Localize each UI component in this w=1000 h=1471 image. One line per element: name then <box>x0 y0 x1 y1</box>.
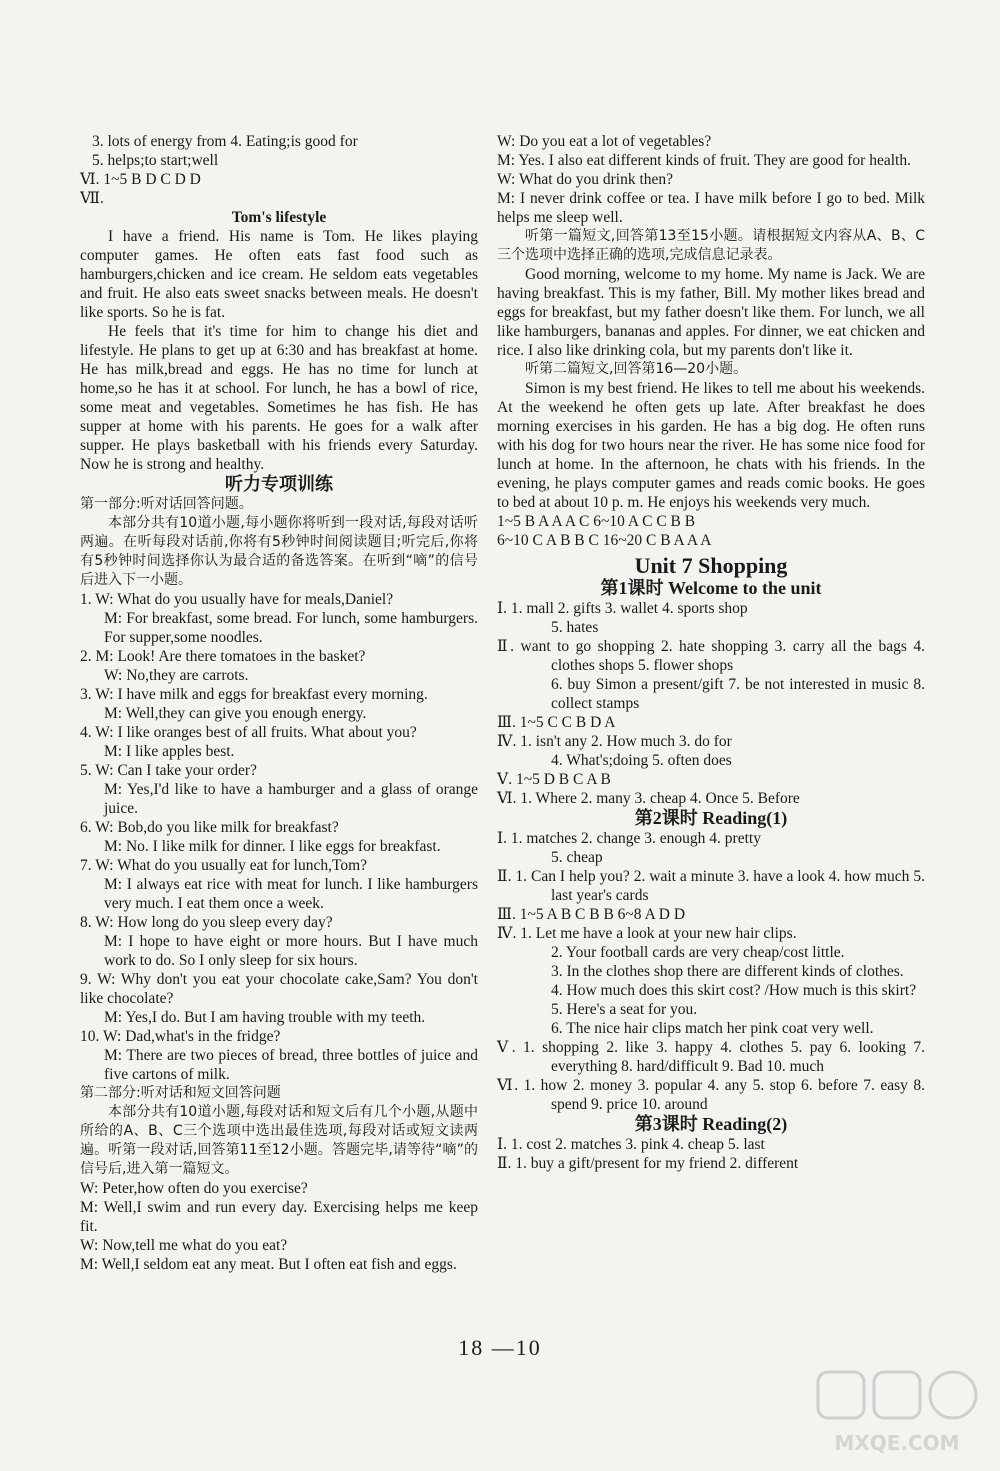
right-text-line: 5. Here's a seat for you. <box>551 1001 698 1018</box>
right-text-line: Ⅵ. 1. how 2. money 3. popular 4. any 5. stop 6. before 7. easy 8. spend 9. price 10. around <box>497 1077 925 1113</box>
right-text-line: 第2课时 Reading(1) <box>634 808 788 828</box>
right-text-line: Ⅵ. 1. Where 2. many 3. cheap 4. Once 5. Before <box>497 790 800 807</box>
right-text-line: Ⅱ. 1. buy a gift/present for my friend 2. different <box>497 1155 799 1172</box>
right-text-line: Simon is my best friend. He likes to tell me about his weekends. At the weekend he often gets up late. After breakfast he does morning exercises in his garden. He has a big dog. He often runs with his dog for two hours near the river. He has some nice food for lunch at home. In the afternoon, he chats with his friends. In the evening, he plays computer games and reads comic books. He goes to bed at about 10 p. m. He enjoys his weekends very much. <box>497 380 925 511</box>
left-text-line: 4. W: I like oranges best of all fruits. What about you? <box>80 724 417 741</box>
right-text-line: Ⅳ. 1. Let me have a look at your new hair clips. <box>497 925 797 942</box>
svg-text:MXQE.COM: MXQE.COM <box>834 1431 960 1455</box>
left-text-line: Ⅶ. <box>80 190 104 207</box>
left-text-line: 第一部分:听对话回答问题。 <box>80 496 253 512</box>
left-text-line: W: Now,tell me what do you eat? <box>80 1237 288 1254</box>
left-text-line: 3. W: I have milk and eggs for breakfast every morning. <box>80 686 428 703</box>
right-text-line: 3. In the clothes shop there are different kinds of clothes. <box>551 963 904 980</box>
right-text-line: 第3课时 Reading(2) <box>634 1114 788 1134</box>
right-text-line: 5. cheap <box>551 849 603 866</box>
right-text-line: 听第二篇短文,回答第16—20小题。 <box>525 361 748 377</box>
left-text-line: M: There are two pieces of bread, three bottles of juice and five cartons of milk. <box>104 1047 478 1083</box>
right-text-line: W: What do you drink then? <box>497 171 674 188</box>
left-text-line: W: No,they are carrots. <box>104 667 249 684</box>
left-column <box>80 132 478 1274</box>
left-text-line: M: Well,I seldom eat any meat. But I often eat fish and eggs. <box>80 1256 457 1273</box>
right-text-line: Ⅰ. 1. mall 2. gifts 3. wallet 4. sports shop <box>497 600 748 617</box>
right-column <box>497 132 925 1173</box>
left-text-line: M: No. I like milk for dinner. I like eggs for breakfast. <box>104 838 441 855</box>
left-text-line: 2. M: Look! Are there tomatoes in the basket? <box>80 648 366 665</box>
right-text-line: Ⅱ. want to go shopping 2. hate shopping 3. carry all the bags 4. clothes shops 5. flower shops <box>497 638 925 674</box>
right-text-line: Ⅳ. 1. isn't any 2. How much 3. do for <box>497 733 732 750</box>
right-text-line: 6. buy Simon a present/gift 7. be not interested in music 8. collect stamps <box>551 676 925 712</box>
right-text-line: Ⅲ. 1~5 A B C B B 6~8 A D D <box>497 906 686 923</box>
right-text-line: 听第一篇短文,回答第13至15小题。请根据短文内容从A、B、C三个选项中选择正确的选项,完成信息记录表。 <box>497 228 925 263</box>
right-text-line: Ⅴ. 1. shopping 2. like 3. happy 4. clothes 5. pay 6. looking 7. everything 8. hard/difficult 9. Bad 10. much <box>497 1039 925 1075</box>
right-text-line: Ⅲ. 1~5 C C B D A <box>497 714 616 731</box>
right-text-line: 第1课时 Welcome to the unit <box>600 578 822 598</box>
left-text-line: M: Yes,I do. But I am having trouble with my teeth. <box>104 1009 426 1026</box>
right-text-line: 4. How much does this skirt cost? /How much is this skirt? <box>551 982 917 999</box>
right-text-line: M: Yes. I also eat different kinds of fruit. They are good for health. <box>497 152 911 169</box>
left-text-line: Ⅵ. 1~5 B D C D D <box>80 171 201 188</box>
left-text-line: M: I hope to have eight or more hours. But I have much work to do. So I only sleep for six hours. <box>104 933 478 969</box>
right-text-line: Ⅰ. 1. cost 2. matches 3. pink 4. cheap 5. last <box>497 1136 765 1153</box>
left-text-line: 听力专项训练 <box>225 474 333 494</box>
left-text-line: 1. W: What do you usually have for meals,Daniel? <box>80 591 394 608</box>
left-text-line: M: Well,I swim and run every day. Exercising helps me keep fit. <box>80 1199 478 1235</box>
left-text-line: M: Well,they can give you enough energy. <box>104 705 367 722</box>
right-text-line: Ⅱ. 1. Can I help you? 2. wait a minute 3. have a look 4. how much 5. last year's cards <box>497 868 925 904</box>
right-text-line: M: I never drink coffee or tea. I have milk before I go to bed. Milk helps me sleep well. <box>497 190 925 226</box>
right-text-line: 5. hates <box>551 619 599 636</box>
watermark-logo <box>812 1366 982 1461</box>
right-text-line: 4. What's;doing 5. often does <box>551 752 732 769</box>
left-text-line: 本部分共有10道小题,每段对话和短文后有几个小题,从题中所给的A、B、C三个选项中选出最佳选项,每段对话或短文读两遍。听第一段对话,回答第11至12小题。答题完毕,请等待“嘀”的信号后,进入第一篇短文。 <box>80 1104 478 1177</box>
left-text-line: He feels that it's time for him to change his diet and lifestyle. He plans to get up at 6:30 and has breakfast at home. He has milk,bread and eggs. He has no time for lunch at home,so he has it at school. For lunch, he has a bowl of rice, some meat and vegetables. Sometimes he has fish. He has supper at home with his parents. He goes for a walk after supper. He plays basketball with his friends every Saturday. Now he is strong and healthy. <box>80 323 478 473</box>
right-text-line: Ⅴ. 1~5 D B C A B <box>497 771 611 788</box>
left-text-line: 3. lots of energy from 4. Eating;is good for <box>92 133 358 150</box>
right-text-line: 6. The nice hair clips match her pink coat very well. <box>551 1020 874 1037</box>
left-text-line: 8. W: How long do you sleep every day? <box>80 914 333 931</box>
left-text-line: 10. W: Dad,what's in the fridge? <box>80 1028 281 1045</box>
page-number: 18 —10 <box>458 1335 542 1360</box>
left-text-line: 5. helps;to start;well <box>92 152 219 169</box>
left-text-line: M: Yes,I'd like to have a hamburger and a glass of orange juice. <box>104 781 478 817</box>
right-text-line: Ⅰ. 1. matches 2. change 3. enough 4. pretty <box>497 830 761 847</box>
left-text-line: 6. W: Bob,do you like milk for breakfast? <box>80 819 339 836</box>
left-text-line: I have a friend. His name is Tom. He likes playing computer games. He often eats fast food such as hamburgers,chicken and ice cream. He seldom eats vegetables and fruit. He also eats sweet snacks between meals. He doesn't like sports. So he is fat. <box>80 228 478 321</box>
left-text-line: 5. W: Can I take your order? <box>80 762 257 779</box>
right-text-line: W: Do you eat a lot of vegetables? <box>497 133 712 150</box>
left-text-line: M: For breakfast, some bread. For lunch, some hamburgers. For supper,some noodles. <box>104 610 478 646</box>
right-text-line: Good morning, welcome to my home. My name is Jack. We are having breakfast. This is my father, Bill. My mother likes bread and eggs for breakfast, but my father doesn't like them. For lunch, we all like hamburgers, bananas and apples. For dinner, we eat chicken and rice. I also like drinking cola, but my parents don't like it. <box>497 266 925 359</box>
right-text-line: Unit 7 Shopping <box>634 553 788 578</box>
left-text-line: 9. W: Why don't you eat your chocolate cake,Sam? You don't like chocolate? <box>80 971 478 1007</box>
right-text-line: 6~10 C A B B C 16~20 C B A A A <box>497 532 712 549</box>
left-text-line: 7. W: What do you usually eat for lunch,Tom? <box>80 857 368 874</box>
right-text-line: 1~5 B A A A C 6~10 A C C B B <box>497 513 696 530</box>
left-text-line: M: I always eat rice with meat for lunch. I like hamburgers very much. I eat them once a week. <box>104 876 478 912</box>
left-text-line: M: I like apples best. <box>104 743 235 760</box>
left-text-line: 本部分共有10道小题,每小题你将听到一段对话,每段对话听两遍。在听每段对话前,你将有5秒钟时间阅读题目;听完后,你将有5秒钟时间选择你认为最合适的备选答案。在听到“嘀”的信号后进入下一小题。 <box>80 515 478 588</box>
right-text-line: 2. Your football cards are very cheap/cost little. <box>551 944 845 961</box>
left-text-line: 第二部分:听对话和短文回答问题 <box>80 1085 281 1101</box>
left-text-line: W: Peter,how often do you exercise? <box>80 1180 308 1197</box>
left-text-line: Tom's lifestyle <box>231 209 327 226</box>
